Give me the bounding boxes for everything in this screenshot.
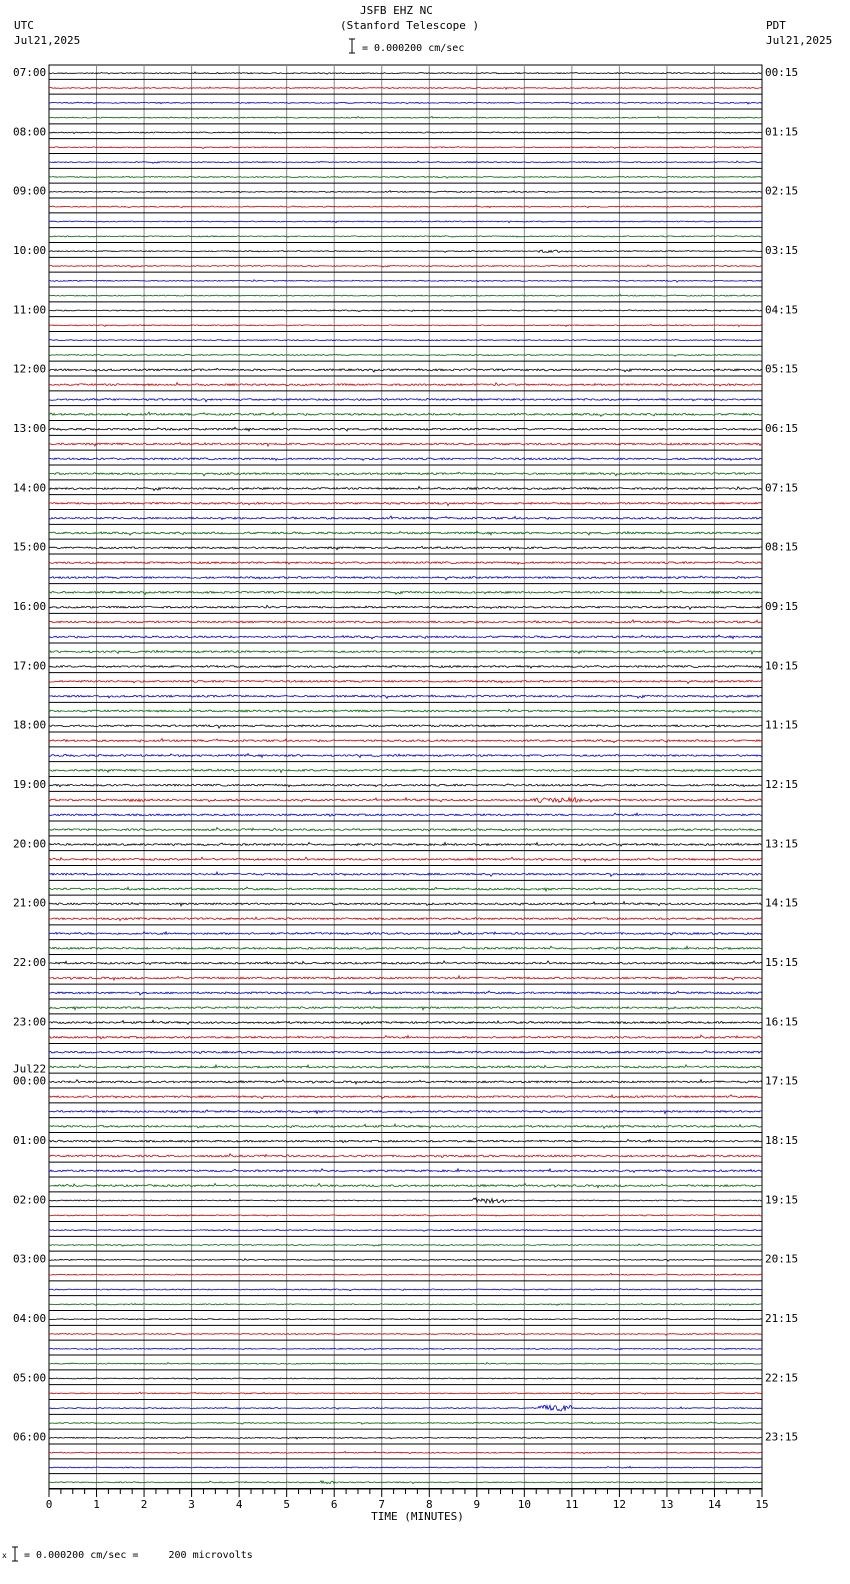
trace-line: [49, 72, 762, 74]
trace-line: [49, 605, 762, 609]
pdt-hour-label: 03:15: [765, 244, 799, 257]
trace-line: [49, 1006, 762, 1010]
utc-hour-label: 16:00: [13, 600, 47, 613]
trace-line: [49, 991, 762, 995]
utc-hour-label: 10:00: [13, 244, 47, 257]
trace-line: [49, 472, 762, 476]
pdt-hour-label: 22:15: [765, 1371, 799, 1385]
trace-line: [49, 902, 762, 906]
site-subtitle: (Stanford Telescope ): [340, 19, 480, 32]
utc-hour-label: 14:00: [13, 481, 47, 495]
x-tick-label: 9: [473, 1498, 481, 1511]
x-tick-label: 3: [188, 1498, 195, 1511]
trace-line: [49, 1229, 762, 1231]
trace-line: [49, 1035, 762, 1039]
x-tick-label: 11: [565, 1498, 579, 1511]
trace-line: [49, 117, 762, 119]
x-tick-label: 14: [707, 1498, 722, 1511]
pdt-hour-label: 14:15: [765, 896, 799, 910]
utc-hour-label: 21:00: [13, 896, 47, 910]
trace-line: [49, 265, 762, 267]
trace-line: [49, 443, 762, 447]
pdt-hour-label: 19:15: [765, 1193, 799, 1207]
trace-line: [49, 827, 762, 831]
pdt-hour-label: 08:15: [765, 540, 799, 554]
pdt-hour-label: 23:15: [765, 1430, 799, 1444]
trace-line: [49, 458, 762, 461]
trace-line: [49, 310, 762, 312]
trace-line: [49, 976, 762, 980]
trace-line: [49, 1215, 762, 1217]
trace-line: [49, 1095, 762, 1099]
trace-line: [49, 340, 762, 342]
trace-line: [49, 1065, 762, 1069]
trace-line: [49, 1378, 762, 1380]
trace-line: [49, 325, 762, 327]
utc-hour-label: 20:00: [13, 837, 47, 851]
trace-line: [49, 857, 762, 861]
x-tick-label: 13: [660, 1498, 674, 1511]
pdt-hour-label: 18:15: [765, 1134, 799, 1147]
left-date: Jul21,2025: [14, 34, 81, 47]
trace-line: [49, 1333, 762, 1335]
trace-line: [49, 87, 762, 89]
utc-hour-label: 15:00: [13, 540, 47, 554]
utc-hour-label: 03:00: [13, 1252, 47, 1266]
utc-hour-label: 19:00: [13, 778, 47, 791]
utc-hour-label: 05:00: [13, 1371, 47, 1385]
trace-line: [49, 1289, 762, 1291]
trace-line: [49, 383, 762, 386]
trace-line: [49, 132, 762, 134]
x-axis-title: TIME (MINUTES): [371, 1510, 464, 1523]
x-tick-label: 5: [283, 1498, 290, 1511]
trace-line: [49, 872, 762, 876]
trace-line: [49, 665, 762, 668]
trace-line: [49, 842, 762, 846]
trace-line: [49, 813, 762, 816]
utc-hour-label: 13:00: [13, 422, 47, 435]
trace-line: [49, 1244, 762, 1246]
date-change-label: Jul22: [13, 1062, 47, 1076]
trace-line: [49, 1124, 762, 1128]
utc-hour-label: 06:00: [13, 1430, 47, 1444]
trace-line: [49, 946, 762, 949]
pdt-hour-label: 05:15: [765, 362, 799, 376]
trace-line: [49, 1020, 762, 1024]
trace-line: [49, 590, 762, 594]
trace-line: [49, 191, 762, 193]
trace-line: [49, 1363, 762, 1365]
x-tick-label: 10: [517, 1498, 531, 1511]
trace-line: [49, 561, 762, 564]
trace-line: [49, 412, 762, 416]
trace-line: [49, 725, 762, 728]
trace-line: [49, 887, 762, 891]
pdt-hour-label: 17:15: [765, 1074, 799, 1088]
utc-hour-label: 08:00: [13, 125, 47, 139]
pdt-hour-label: 21:15: [765, 1312, 799, 1325]
utc-hour-label: 07:00: [13, 66, 47, 79]
trace-line: [49, 1110, 762, 1114]
trace-line: [49, 1198, 762, 1203]
trace-line: [49, 961, 762, 965]
trace-line: [49, 1139, 762, 1142]
x-tick-label: 7: [378, 1498, 386, 1511]
pdt-hour-label: 15:15: [765, 956, 799, 969]
x-tick-label: 4: [235, 1498, 243, 1511]
trace-line: [49, 695, 762, 699]
left-timezone: UTC: [14, 19, 34, 32]
trace-line: [49, 161, 762, 163]
utc-hour-label: 09:00: [13, 184, 47, 198]
trace-line: [49, 1259, 762, 1261]
trace-line: [49, 1422, 762, 1424]
right-date: Jul21,2025: [766, 34, 833, 47]
utc-hour-label: 18:00: [13, 718, 47, 732]
trace-line: [49, 798, 762, 803]
pdt-hour-label: 07:15: [765, 481, 799, 495]
trace-line: [49, 784, 762, 787]
x-tick-label: 2: [140, 1498, 148, 1511]
trace-line: [49, 546, 762, 550]
utc-hour-label: 01:00: [13, 1134, 47, 1147]
trace-line: [49, 1319, 762, 1321]
utc-hour-label: 12:00: [13, 362, 47, 376]
trace-line: [49, 236, 762, 238]
x-tick-label: 1: [93, 1498, 100, 1511]
utc-hour-label: 22:00: [13, 956, 47, 969]
trace-line: [49, 769, 762, 773]
right-timezone: PDT: [766, 19, 786, 32]
pdt-hour-label: 11:15: [765, 718, 799, 732]
trace-line: [49, 368, 762, 372]
pdt-hour-label: 13:15: [765, 837, 799, 851]
trace-line: [49, 1451, 762, 1453]
pdt-hour-label: 02:15: [765, 184, 799, 198]
trace-line: [49, 147, 762, 149]
utc-hour-label: 00:00: [13, 1074, 47, 1088]
pdt-hour-label: 09:15: [765, 600, 799, 613]
trace-line: [49, 709, 762, 713]
trace-line: [49, 739, 762, 743]
trace-line: [49, 206, 762, 208]
pdt-hour-label: 16:15: [765, 1015, 799, 1029]
x-tick-label: 15: [755, 1498, 769, 1511]
trace-line: [49, 1051, 762, 1054]
trace-line: [49, 280, 762, 282]
utc-hour-label: 02:00: [13, 1193, 47, 1207]
trace-line: [49, 487, 762, 491]
pdt-hour-label: 06:15: [765, 422, 799, 435]
x-tick-label: 6: [330, 1498, 338, 1511]
trace-line: [49, 1405, 762, 1411]
trace-line: [49, 399, 762, 402]
utc-hour-label: 17:00: [13, 659, 47, 673]
x-tick-label: 8: [425, 1498, 433, 1511]
trace-line: [49, 620, 762, 624]
trace-line: [49, 294, 762, 296]
x-tick-label: 0: [45, 1498, 53, 1511]
trace-line: [49, 1273, 762, 1275]
trace-line: [49, 1437, 762, 1439]
trace-line: [49, 1392, 762, 1394]
pdt-hour-label: 12:15: [765, 778, 799, 791]
svg-text:x: x: [2, 1551, 7, 1560]
pdt-hour-label: 10:15: [765, 659, 799, 673]
utc-hour-label: 11:00: [13, 303, 47, 317]
trace-line: [49, 1348, 762, 1350]
trace-line: [49, 531, 762, 535]
trace-line: [49, 754, 762, 758]
trace-line: [49, 576, 762, 580]
scale-legend-text: = 0.000200 cm/sec: [362, 43, 465, 54]
pdt-hour-label: 01:15: [765, 125, 799, 139]
trace-line: [49, 917, 762, 921]
trace-line: [49, 1169, 762, 1173]
trace-line: [49, 221, 762, 223]
trace-line: [49, 1184, 762, 1188]
trace-line: [49, 931, 762, 935]
trace-line: [49, 250, 762, 253]
footer-scale-bar-icon: [2, 1546, 22, 1562]
trace-line: [49, 427, 762, 431]
trace-line: [49, 680, 762, 684]
trace-line: [49, 650, 762, 654]
trace-line: [49, 102, 762, 104]
trace-line: [49, 1467, 762, 1469]
trace-line: [49, 1080, 762, 1084]
trace-line: [49, 516, 762, 520]
trace-line: [49, 1481, 762, 1484]
trace-line: [49, 354, 762, 356]
pdt-hour-label: 20:15: [765, 1252, 799, 1266]
trace-line: [49, 1304, 762, 1306]
station-title: JSFB EHZ NC: [360, 4, 433, 17]
x-tick-label: 12: [612, 1498, 627, 1511]
trace-line: [49, 502, 762, 505]
utc-hour-label: 23:00: [13, 1015, 47, 1029]
utc-hour-label: 04:00: [13, 1312, 47, 1325]
pdt-hour-label: 04:15: [765, 303, 799, 317]
pdt-hour-label: 00:15: [765, 66, 799, 79]
trace-line: [49, 635, 762, 639]
trace-line: [49, 1154, 762, 1158]
trace-line: [49, 176, 762, 178]
footer-scale-note: = 0.000200 cm/sec = 200 microvolts: [24, 1550, 253, 1561]
